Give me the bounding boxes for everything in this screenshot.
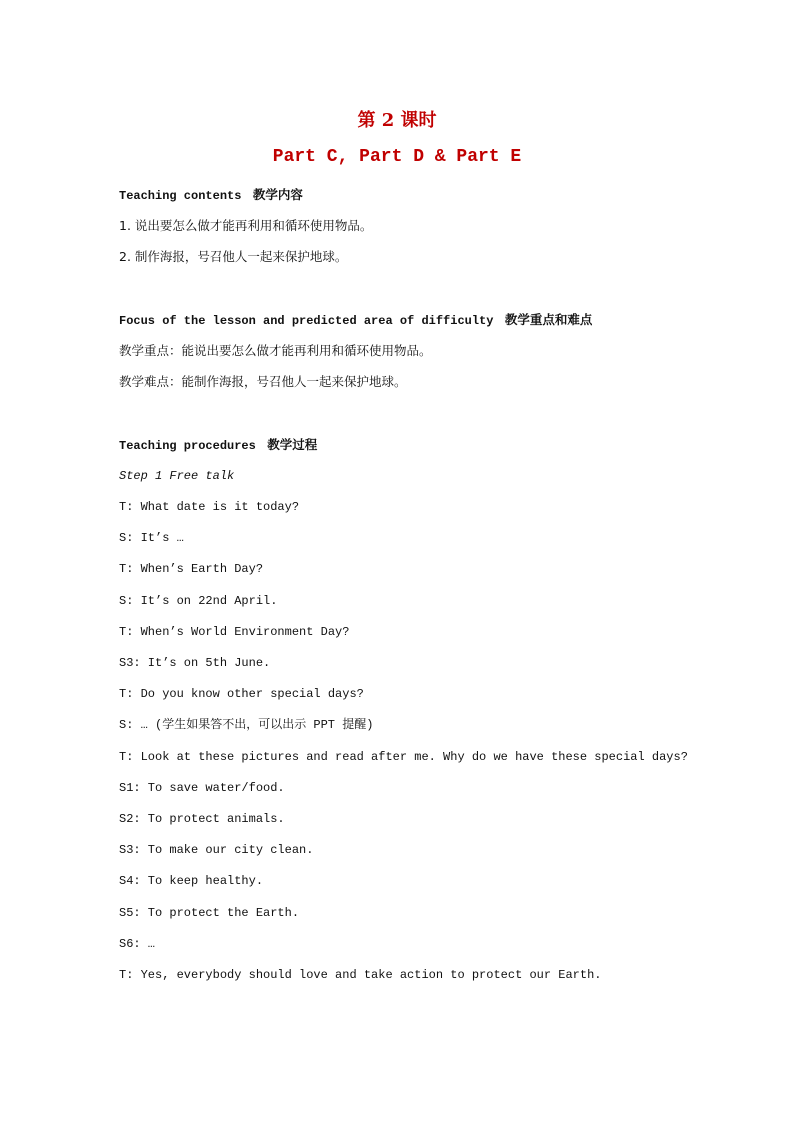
dialogue-line: T: Yes, everybody should love and take action to protect our Earth. (119, 968, 602, 982)
dialogue-line: S3: To make our city clean. (119, 843, 314, 857)
procedures-heading-cn: 教学过程 (267, 437, 318, 452)
dialogue-line: S1: To save water/food. (119, 781, 285, 795)
contents-item-2: 2. 制作海报，号召他人一起来保护地球。 (119, 249, 348, 264)
lesson-subtitle: Part C, Part D & Part E (272, 147, 522, 167)
focus-heading-en: Focus of the lesson and predicted area of difficulty (119, 314, 494, 328)
dialogue-line: S4: To keep healthy. (119, 874, 264, 888)
dialogue-line: T: Look at these pictures and read after me. Why do we have these special days? (119, 750, 688, 764)
dialogue-line: S2: To protect animals. (119, 812, 285, 826)
focus-difficulty: 教学难点：能制作海报，号召他人一起来保护地球。 (119, 374, 407, 389)
dialogue-line: S3: It’s on 5th June. (119, 656, 271, 670)
lesson-title: 第 2 课时 (357, 110, 437, 131)
contents-heading-en: Teaching contents (119, 189, 242, 203)
dialogue-line: S: It’s on 22nd April. (119, 594, 278, 608)
dialogue-line: S6: … (119, 937, 156, 951)
dialogue-line: T: What date is it today? (119, 500, 300, 514)
dialogue-line: S: … (学生如果答不出，可以出示 PPT 提醒) (119, 718, 374, 732)
focus-key-point: 教学重点：能说出要怎么做才能再利用和循环使用物品。 (119, 343, 432, 358)
contents-heading (119, 187, 303, 204)
dialogue-line: T: Do you know other special days? (119, 687, 364, 701)
focus-heading-cn: 教学重点和难点 (504, 312, 593, 327)
dialogue-line: T: When’s Earth Day? (119, 562, 264, 576)
dialogue-line: T: When’s World Environment Day? (119, 625, 350, 639)
procedures-heading (119, 437, 317, 454)
dialogue-line: S5: To protect the Earth. (119, 906, 300, 920)
step-title: Step 1 Free talk (119, 469, 235, 483)
contents-heading-cn: 教学内容 (252, 187, 303, 202)
dialogue-line: S: It’s … (119, 531, 184, 545)
contents-item-1: 1. 说出要怎么做才能再利用和循环使用物品。 (119, 218, 373, 233)
focus-heading (119, 312, 592, 329)
procedures-heading-en: Teaching procedures (119, 439, 256, 453)
